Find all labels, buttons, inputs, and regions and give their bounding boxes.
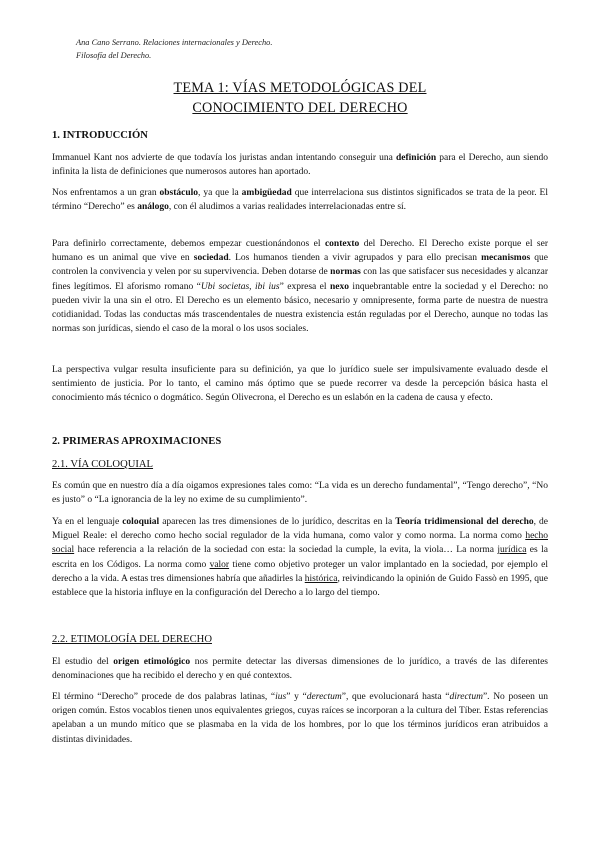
paragraph-2	[52, 186, 548, 214]
p3-text: con las que satisfacer sus necesidades y alcanzar fines legítimos. El aforismo romano “	[52, 267, 548, 292]
p6-underline-hecho-social: hecho social	[52, 531, 548, 556]
p1-text: para el Derecho, aun siendo infinita la lista de definiciones que numerosos autores han aportado.	[52, 153, 548, 178]
p6-bold-coloquial: coloquial	[122, 517, 160, 527]
p8-italic-directum: directum	[449, 692, 483, 702]
p6-text: Ya en el lenguaje	[52, 517, 123, 527]
p6-underline-juridica: jurídica	[497, 545, 527, 556]
p8-text: El término “Derecho” procede de dos palabras latinas, “	[52, 692, 276, 702]
p6-underline-valor: valor	[209, 559, 230, 570]
p3-text: inquebrantable entre la sociedad y el Derecho: no pueden vivir la una sin el otro. El Derecho es un elemento básico, necesario y omnipresente, forma parte de nuestra de nuestra cotidianidad. Todas las conductas más trascendentales de nuestra existencia están reguladas por el Derecho, aunque no todas las normas son jurídicas, siendo el caso de la moral o los usos sociales.	[52, 281, 548, 335]
p6-bold-teoria: Teoría tridimensional del derecho	[395, 517, 534, 527]
p8-text: ”. No poseen un origen común. Estos vocablos tienen unos equivalentes griegos, cuyas raíces se incorporan a la cultura del Tíber. Estas referencias apelaban a un mundo mítico que se plasmaba en la vida de los hombres, por lo que los términos jurídicos eran atribuidos a distintas divinidades.	[52, 692, 548, 745]
p6-text: , reivindicando la opinión de Guido Fassò en 1995, que establece que la historia influye en la configuración del Derecho a lo largo del tiempo.	[52, 573, 548, 599]
p3-text: que controlen la convivencia y velen por su supervivencia. Deben dotarse de	[52, 253, 548, 278]
p3-text: . Los humanos tienden a vivir agrupados y para ello precisan	[228, 253, 482, 264]
title-line-1: TEMA 1: VÍAS METODOLÓGICAS DEL	[173, 80, 427, 96]
p3-bold-sociedad: sociedad	[193, 253, 229, 264]
paragraph-5: Es común que en nuestro día a día oigamos expresiones tales como: “La vida es un derecho fundamental”, “Tengo derecho”, “No es justo” o “La ignorancia de la ley no exime de su cumplimiento”.	[52, 481, 548, 506]
p3-text: Para definirlo correctamente, debemos empezar cuestionándonos el	[52, 239, 325, 249]
p2-text: , con él aludimos a varias realidades interrelacionadas entre sí.	[168, 202, 407, 213]
section-1-heading: 1. INTRODUCCIÓN	[52, 130, 148, 141]
paragraph-7	[52, 655, 548, 683]
p3-text: del Derecho. El Derecho existe porque el ser humano es un animal que vive en	[52, 239, 548, 264]
p6-text: , de Miguel Reale: el derecho como hecho social regulador de la vida humana, como valor y como norma. La norma como	[52, 517, 548, 542]
p2-text: que interrelaciona sus distintos significados se trata de la peor. El término “Derecho” es	[52, 188, 548, 213]
p3-bold-nexo: nexo	[329, 281, 349, 292]
p3-bold-normas: normas	[330, 267, 361, 278]
document-title	[52, 78, 548, 118]
p1-bold-definicion: definición	[395, 153, 437, 163]
p6-text: es la escrita en los Códigos. La norma como	[52, 545, 548, 570]
paragraph-8	[52, 690, 548, 747]
p2-text: Nos enfrentamos a un gran	[52, 188, 160, 198]
p2-bold-ambiguedad: ambigüedad	[241, 188, 292, 198]
subsection-2-1-heading: 2.1. VÍA COLOQUIAL	[52, 459, 154, 470]
p6-text: tiene como objetivo proteger un valor implantado en la sociedad, por ejemplo el derecho a la vida. A estas tres dimensiones habría que añadirles la	[52, 559, 548, 584]
p6-text: aparecen las tres dimensiones de lo jurídico, descritas en la	[159, 517, 396, 527]
p8-italic-derectum: derectum	[306, 692, 342, 702]
paragraph-1	[52, 151, 548, 179]
section-2-heading: 2. PRIMERAS APROXIMACIONES	[52, 436, 222, 447]
p3-text: ” expresa el	[279, 281, 330, 292]
p1-text: Immanuel Kant nos advierte de que todavía los juristas andan intentando conseguir una	[52, 153, 396, 163]
p3-bold-mecanismos: mecanismos	[481, 253, 531, 264]
paragraph-6	[52, 515, 548, 600]
p6-text: hace referencia a la relación de la sociedad con esta: la sociedad la cumple, la evita, la viola… La norma	[74, 545, 498, 556]
p8-text: ”, que evolucionará hasta “	[341, 692, 450, 702]
p3-italic-aforismo: Ubi societas, ibi ius	[200, 281, 280, 292]
p7-text: nos permite detectar las diversas dimensiones de lo jurídico, a través de las diferentes denominaciones que ha recibido el derecho y en qué contextos.	[52, 657, 548, 682]
paragraph-3	[52, 237, 548, 336]
p3-bold-contexto: contexto	[324, 239, 360, 249]
p7-text: El estudio del	[52, 657, 114, 667]
subsection-2-2-heading: 2.2. ETIMOLOGÍA DEL DERECHO	[52, 634, 212, 645]
p7-bold-origen: origen etimológico	[113, 657, 191, 667]
p2-bold-obstaculo: obstáculo	[159, 188, 199, 198]
p6-underline-historica: histórica	[304, 573, 338, 584]
paragraph-4: La perspectiva vulgar resulta insuficiente para su definición, ya que lo jurídico suele ser impulsivamente evaluado desde el sentimiento de justicia. Por lo tanto, el camino más óptimo que se puede recorrer va desde la percepción básica hasta el conocimiento más técnico o dogmático. Según Olivecrona, el Derecho es un eslabón en la cadena de causa y efecto.	[52, 365, 548, 404]
document-header	[76, 37, 272, 62]
header-author-course: Ana Cano Serrano. Relaciones internacionales y Derecho.	[76, 38, 273, 47]
p8-text: ” y “	[286, 692, 307, 702]
header-subject: Filosofía del Derecho.	[76, 50, 152, 60]
p2-bold-analogo: análogo	[137, 202, 169, 213]
title-line-2: CONOCIMIENTO DEL DERECHO	[192, 100, 408, 116]
p2-text: , ya que la	[198, 188, 242, 198]
p8-italic-ius: ius	[275, 692, 287, 702]
